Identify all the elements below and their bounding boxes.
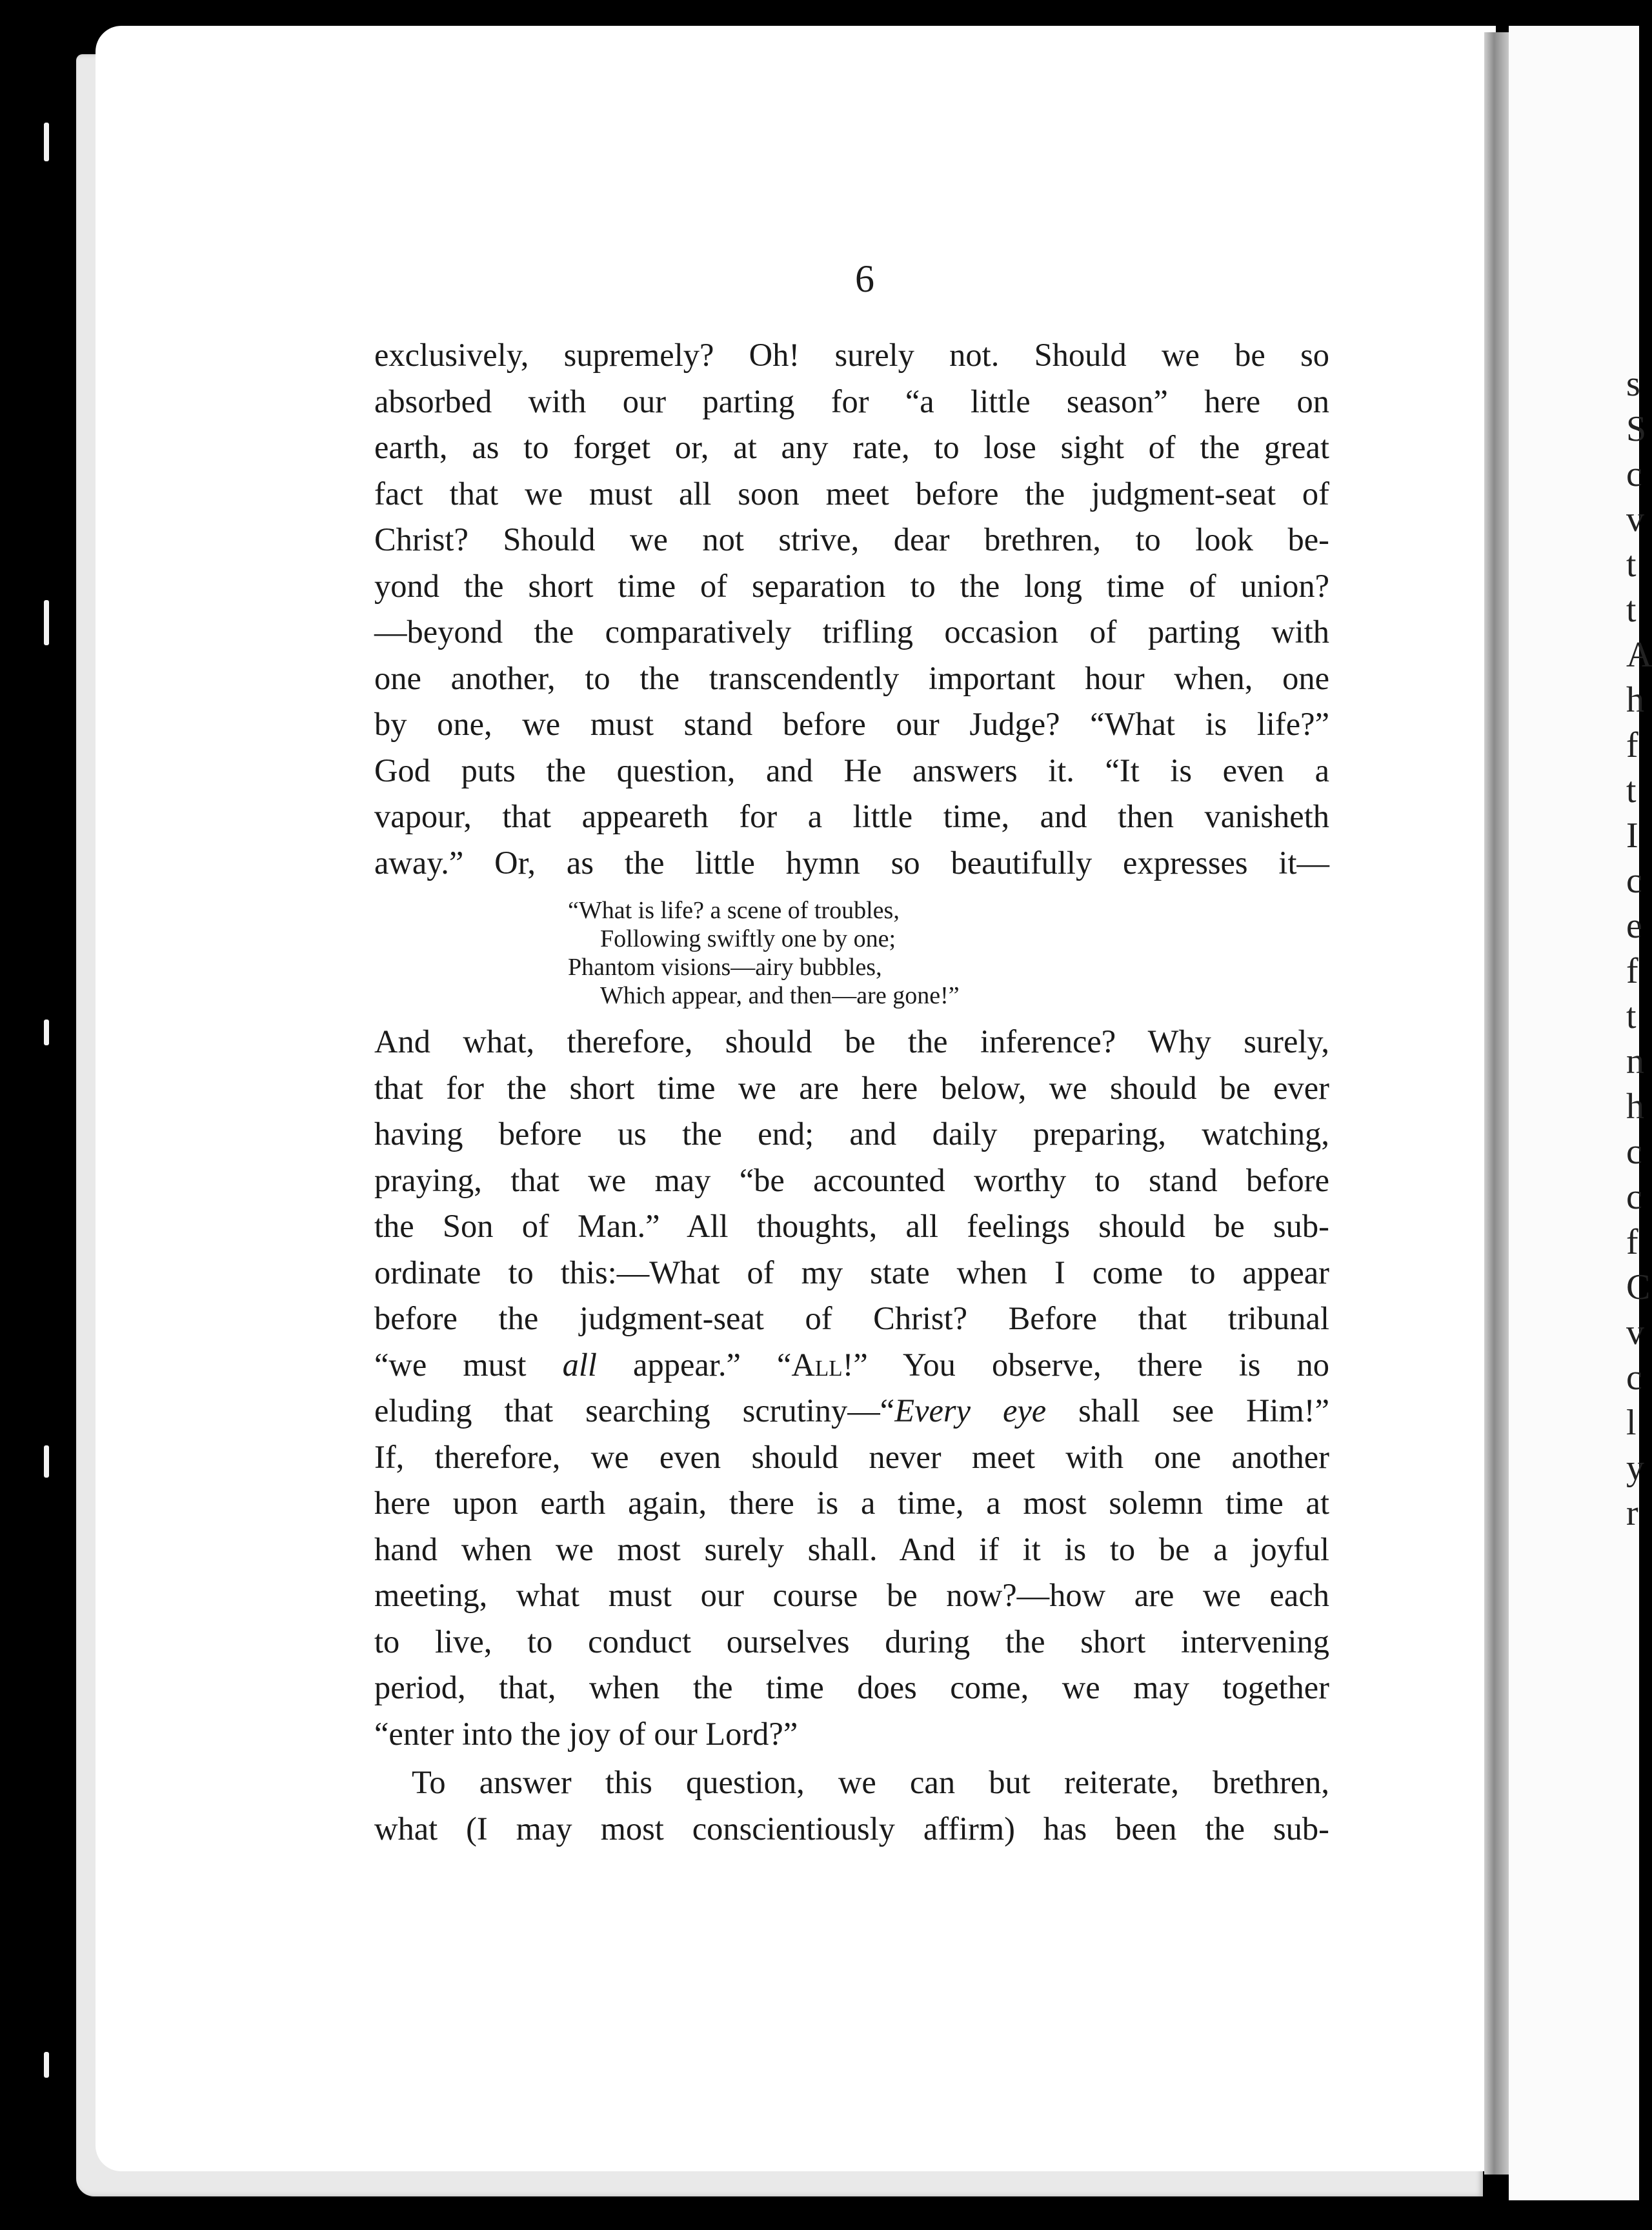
text-line: ordinate to this:—What of my state when I come to appear — [374, 1254, 1329, 1291]
text-line: here upon earth again, there is a time, a most solemn time at — [374, 1485, 1329, 1521]
paragraph-1 — [374, 332, 1329, 886]
text-line: earth, as to forget or, at any rate, to lose sight of the great — [374, 429, 1329, 465]
binding-edge — [26, 0, 77, 2230]
text-line: period, that, when the time does come, we may together — [374, 1669, 1329, 1705]
text-line: “enter into the joy of our Lord?” — [374, 1715, 798, 1752]
text-line: hand when we most surely shall. And if it is to be a joyful — [374, 1531, 1329, 1567]
text-line: absorbed with our parting for “a little season” here on — [374, 383, 1329, 419]
text-line: praying, that we may “be accounted worthy to stand before — [374, 1161, 1329, 1198]
text-line: —beyond the comparatively trifling occasion of parting with — [374, 614, 1329, 650]
text-line: To answer this question, we can but reiterate, brethren, — [412, 1764, 1329, 1800]
paragraph-2 — [374, 1019, 1329, 1757]
text-line: the Son of Man.” All thoughts, all feelings should be sub- — [374, 1208, 1329, 1244]
hymn-quote — [374, 896, 1329, 1010]
emphasis: all — [562, 1346, 597, 1383]
text-line: away.” Or, as the little hymn so beautifully expresses it— — [374, 844, 1329, 881]
text-line: And what, therefore, should be the inference? Why surely, — [374, 1023, 1329, 1060]
hymn-line: Which appear, and then—are gone!” — [600, 982, 960, 1009]
page-number: 6 — [855, 257, 874, 300]
hymn-line: Phantom visions—airy bubbles, — [568, 954, 882, 981]
text-line: vapour, that appeareth for a little time, and then vanisheth — [374, 798, 1329, 834]
text-line: having before us the end; and daily preparing, watching, — [374, 1116, 1329, 1152]
hymn-line: Following swiftly one by one; — [600, 925, 896, 952]
text-line: yond the short time of separation to the long time of union? — [374, 567, 1329, 604]
text-line: “we must all appear.” “All!” You observe, there is no — [374, 1346, 1329, 1383]
text-line: Christ? Should we not strive, dear brethren, to look be- — [374, 521, 1329, 558]
text-line: meeting, what must our course be now?—how are we each — [374, 1577, 1329, 1613]
text-line: one another, to the transcendently important hour when, one — [374, 659, 1329, 696]
paragraph-3 — [374, 1760, 1329, 1852]
text-line: If, therefore, we even should never meet with one another — [374, 1438, 1329, 1475]
emphasis: Every eye — [894, 1392, 1047, 1429]
hymn-line: “What is life? a scene of troubles, — [568, 897, 900, 924]
text-line: to live, to conduct ourselves during the short intervening — [374, 1623, 1329, 1660]
text-line: before the judgment-seat of Christ? Before that tribunal — [374, 1300, 1329, 1336]
body-text — [374, 332, 1329, 1852]
text-line: exclusively, supremely? Oh! surely not. Should we be so — [374, 337, 1329, 373]
text-line: eluding that searching scrutiny—“Every eye shall see Him!” — [374, 1392, 1329, 1429]
facing-page-text: s S c v t t A h f t I c e f t n h c c f C v c l y r — [1626, 364, 1652, 1533]
text-line: what (I may most conscientiously affirm) has been the sub- — [374, 1810, 1329, 1847]
small-caps: All — [791, 1346, 843, 1383]
text-line: that for the short time we are here below, we should be ever — [374, 1069, 1329, 1106]
facing-page — [1509, 26, 1652, 2200]
text-line: by one, we must stand before our Judge? “What is life?” — [374, 706, 1329, 742]
text-line: God puts the question, and He answers it. “It is even a — [374, 752, 1329, 789]
text-line: fact that we must all soon meet before the judgment-seat of — [374, 475, 1329, 512]
page-gutter — [1484, 32, 1509, 2175]
